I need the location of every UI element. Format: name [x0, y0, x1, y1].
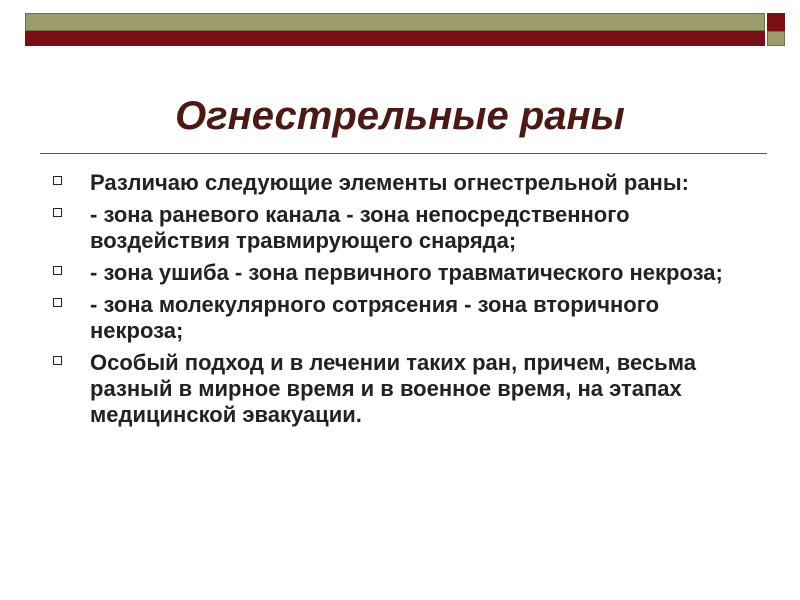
- bullet-item: [50, 260, 750, 286]
- header-maroon-square: [767, 13, 785, 31]
- hollow-square-bullet-icon: [53, 176, 62, 185]
- bullet-item: [50, 350, 750, 428]
- header-maroon-bar: [25, 31, 765, 46]
- bullet-item: [50, 170, 750, 196]
- hollow-square-bullet-icon: [53, 298, 62, 307]
- bullet-text: - зона ушиба - зона первичного травматического некроза;: [90, 260, 723, 285]
- bullet-list: [50, 170, 750, 434]
- hollow-square-bullet-icon: [53, 356, 62, 365]
- bullet-text: - зона молекулярного сотрясения - зона вторичного некроза;: [90, 292, 660, 343]
- bullet-text: - зона раневого канала - зона непосредственного воздействия травмирующего снаряда;: [90, 202, 630, 253]
- slide-title: Огнестрельные раны: [175, 94, 625, 138]
- bullet-text: Различаю следующие элементы огнестрельной раны:: [90, 170, 689, 195]
- header-olive-square: [767, 31, 785, 46]
- hollow-square-bullet-icon: [53, 266, 62, 275]
- bullet-item: [50, 202, 750, 254]
- bullet-item: [50, 292, 750, 344]
- title-divider: [40, 153, 767, 154]
- header-olive-bar: [25, 13, 765, 31]
- hollow-square-bullet-icon: [53, 208, 62, 217]
- bullet-text: Особый подход и в лечении таких ран, причем, весьма разный в мирное время и в военное время, на этапах медицинской эвакуации.: [90, 350, 696, 427]
